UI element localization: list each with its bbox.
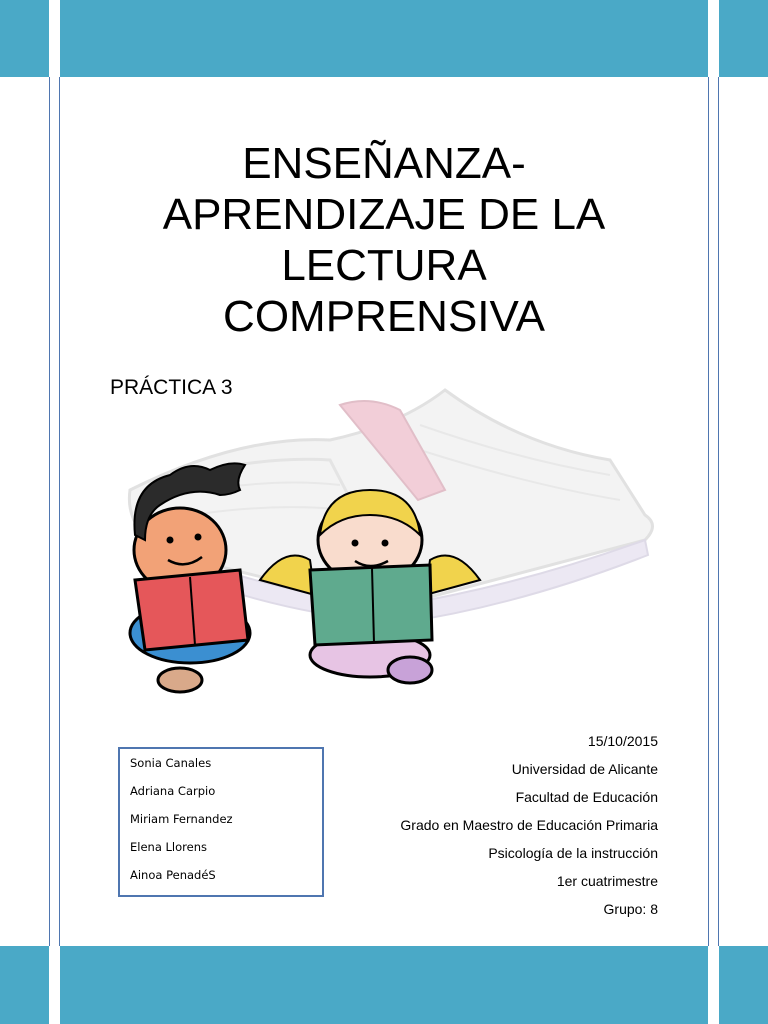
university: Universidad de Alicante <box>511 761 658 777</box>
title-line: ENSEÑANZA- <box>242 139 526 188</box>
title-line: LECTURA <box>281 241 487 290</box>
author-name: Miriam Fernandez <box>130 812 233 826</box>
practice-label: PRÁCTICA 3 <box>110 376 233 399</box>
group: Grupo: 8 <box>603 901 658 917</box>
document-title <box>100 138 668 342</box>
border-line <box>59 77 60 946</box>
title-line: COMPRENSIVA <box>223 292 545 341</box>
border-line <box>718 77 719 946</box>
title-line: APRENDIZAJE DE LA <box>162 190 606 239</box>
authors-box <box>118 747 324 897</box>
author-name: Adriana Carpio <box>130 784 216 798</box>
author-name: Elena Llorens <box>130 840 207 854</box>
author-name: Ainoa PenadéS <box>130 868 216 882</box>
footer-bar-left <box>0 946 49 1024</box>
header-bar <box>60 0 708 77</box>
border-line <box>49 77 50 946</box>
course: Psicología de la instrucción <box>488 845 658 861</box>
term: 1er cuatrimestre <box>556 873 658 889</box>
document-info <box>400 730 658 926</box>
date: 15/10/2015 <box>587 733 658 749</box>
children-reading-illustration <box>100 365 680 695</box>
author-name: Sonia Canales <box>130 756 212 770</box>
border-line <box>708 77 709 946</box>
header-bar-right <box>719 0 768 77</box>
footer-bar <box>60 946 708 1024</box>
footer-bar-right <box>719 946 768 1024</box>
faculty: Facultad de Educación <box>515 789 658 805</box>
degree: Grado en Maestro de Educación Primaria <box>400 817 658 833</box>
header-bar-left <box>0 0 49 77</box>
